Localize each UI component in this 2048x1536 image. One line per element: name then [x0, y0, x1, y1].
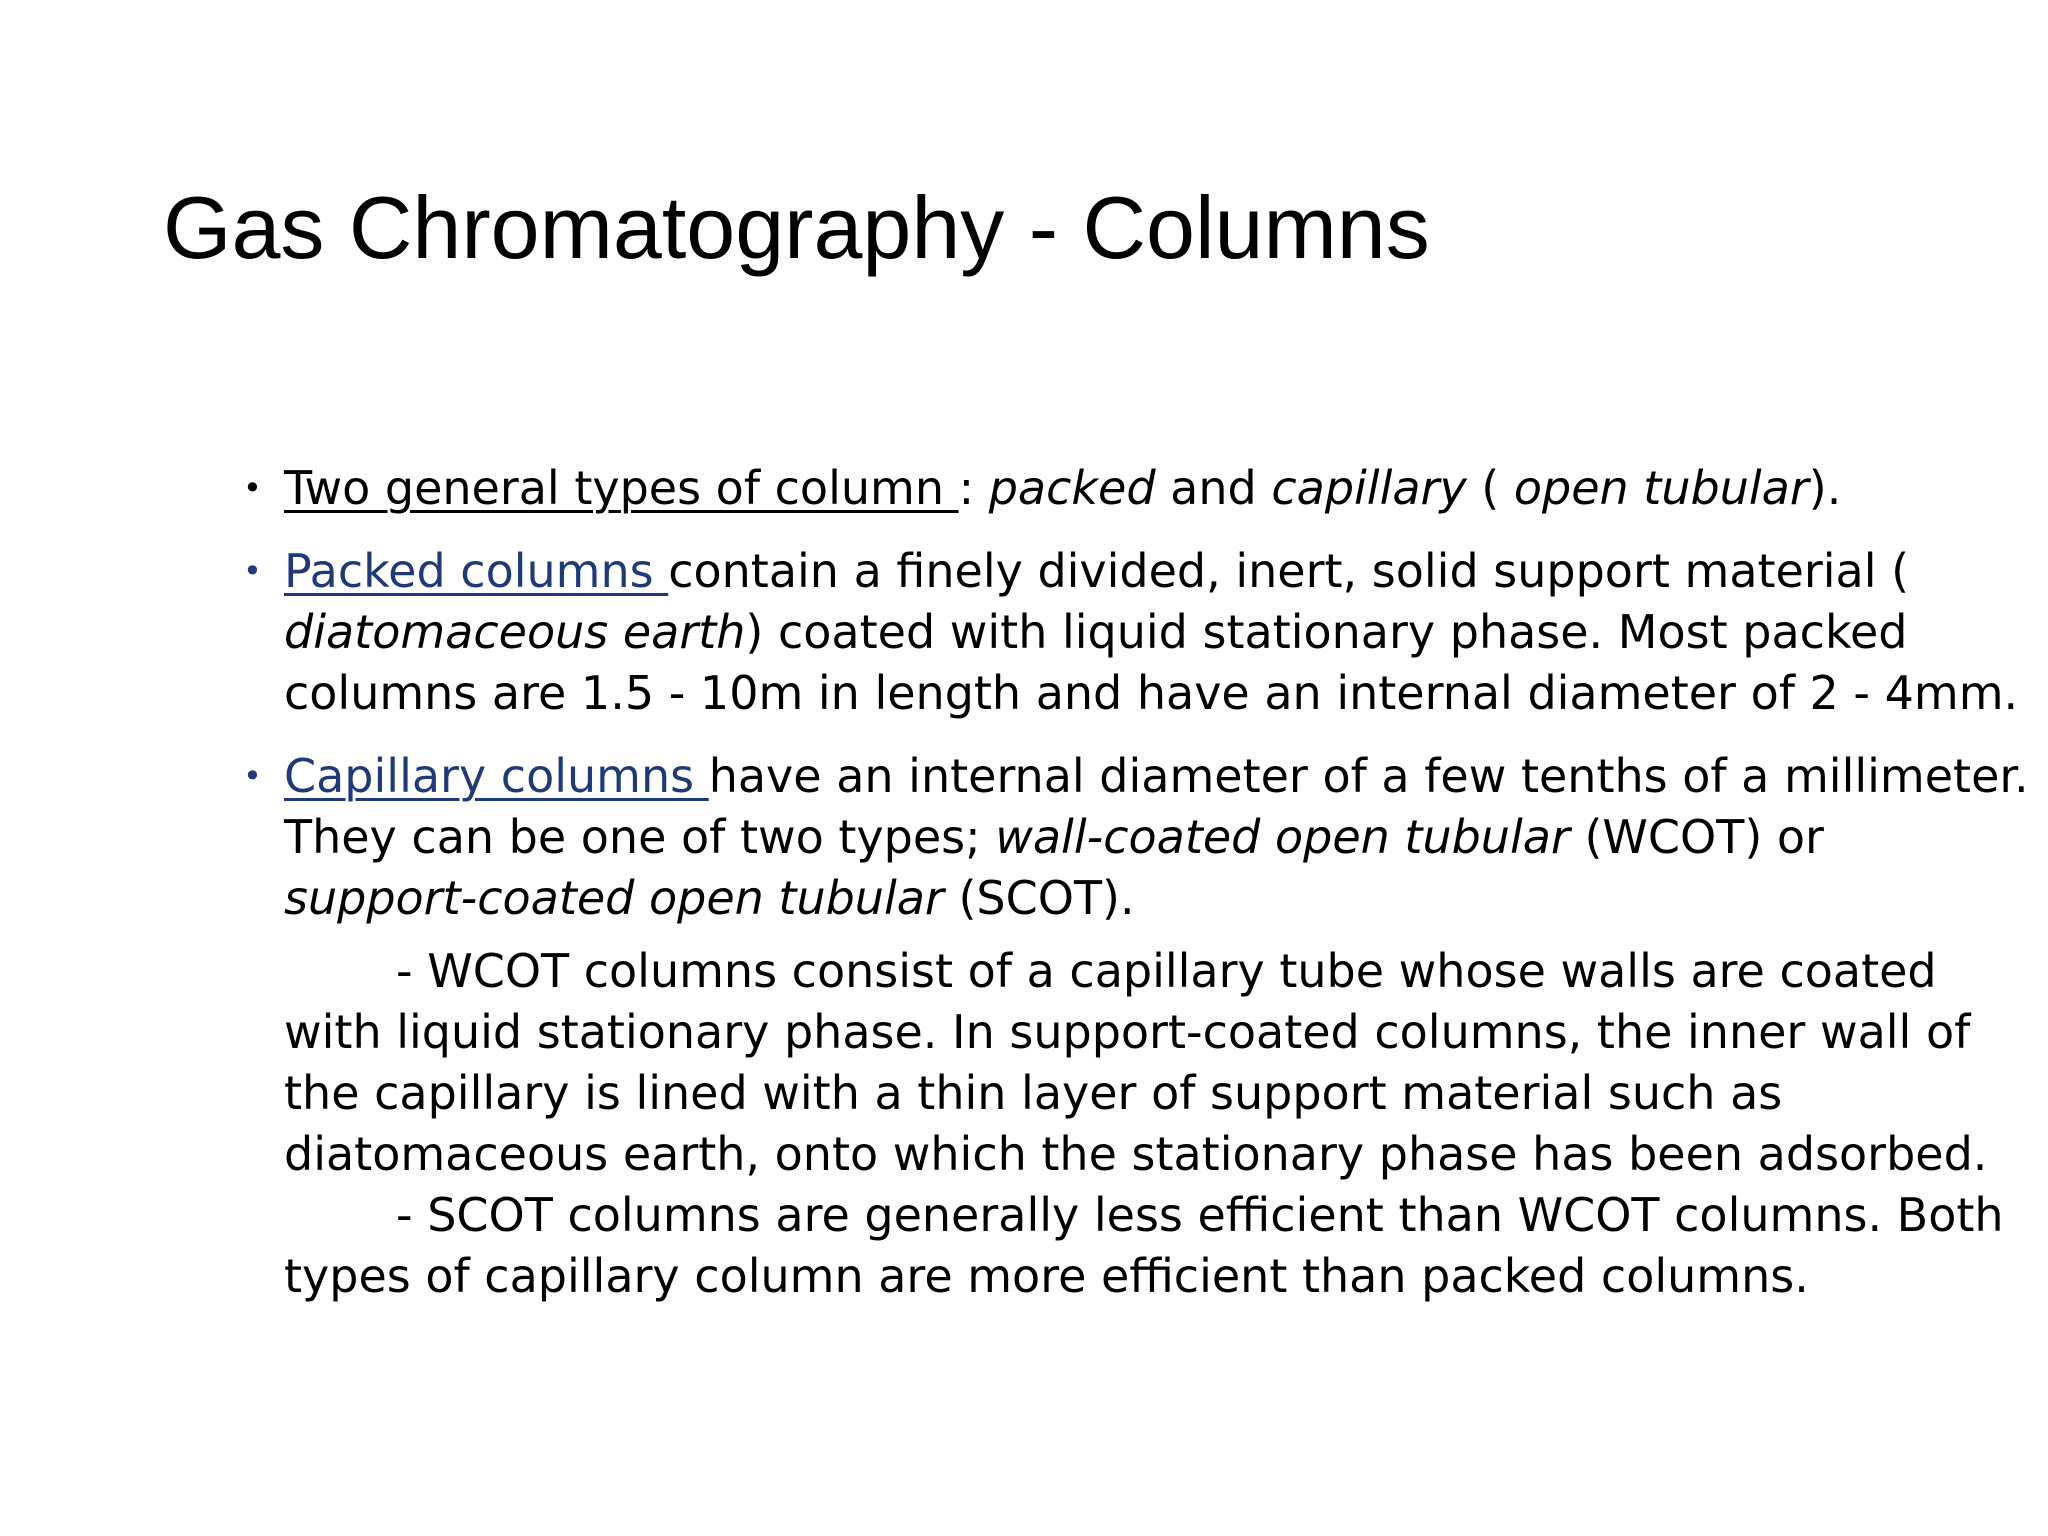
diatomaceous-earth-term: diatomaceous earth [284, 605, 746, 659]
capillary-term: capillary [1271, 461, 1467, 515]
wcot-paragraph [240, 941, 2030, 1185]
capillary-columns-link[interactable]: Capillary columns [284, 749, 709, 803]
column-types-heading: Two general types of column [284, 461, 959, 515]
scot-paragraph-text: - SCOT columns are generally less efficient than WCOT columns. Both types of capillary column are more efficient than packed columns. [284, 1188, 2004, 1303]
bullet-dot-icon: • [243, 757, 262, 795]
text-run: ) coated with liquid stationary phase. Most packed columns are 1.5 - 10m in length and have an internal diameter of 2 - 4mm. [284, 605, 2019, 720]
text-run: (WCOT) or [1569, 810, 1824, 864]
slide-body [240, 458, 2030, 1307]
text-run: ( [1466, 461, 1514, 515]
text-run: : [958, 461, 989, 515]
text-run: contain a finely divided, inert, solid support material ( [668, 544, 1910, 598]
bullet-dot-icon: • [243, 469, 262, 507]
bullet-capillary-columns [240, 746, 2030, 929]
slide-title: Gas Chromatography - Columns [163, 178, 1430, 277]
text-run: have an internal diameter of a few tenths of a millimeter. They can be one of two types; [284, 749, 2029, 864]
wcot-paragraph-text: - WCOT columns consist of a capillary tube whose walls are coated with liquid stationary phase. In support-coated columns, the inner wall of the capillary is lined with a thin layer of support material such as diatomaceous earth, onto which the stationary phase has been adsorbed. [284, 944, 1988, 1181]
text-run: ). [1808, 461, 1842, 515]
text-run: (SCOT). [943, 871, 1135, 925]
text-run: and [1155, 461, 1272, 515]
open-tubular-term: open tubular [1513, 461, 1809, 515]
scot-paragraph [240, 1185, 2030, 1307]
wcot-term: wall-coated open tubular [995, 810, 1570, 864]
packed-columns-link[interactable]: Packed columns [284, 544, 669, 598]
bullet-column-types [240, 458, 2030, 519]
bullet-packed-columns [240, 541, 2030, 724]
scot-term: support-coated open tubular [284, 871, 944, 925]
packed-term: packed [988, 461, 1156, 515]
bullet-dot-icon: • [243, 552, 262, 590]
